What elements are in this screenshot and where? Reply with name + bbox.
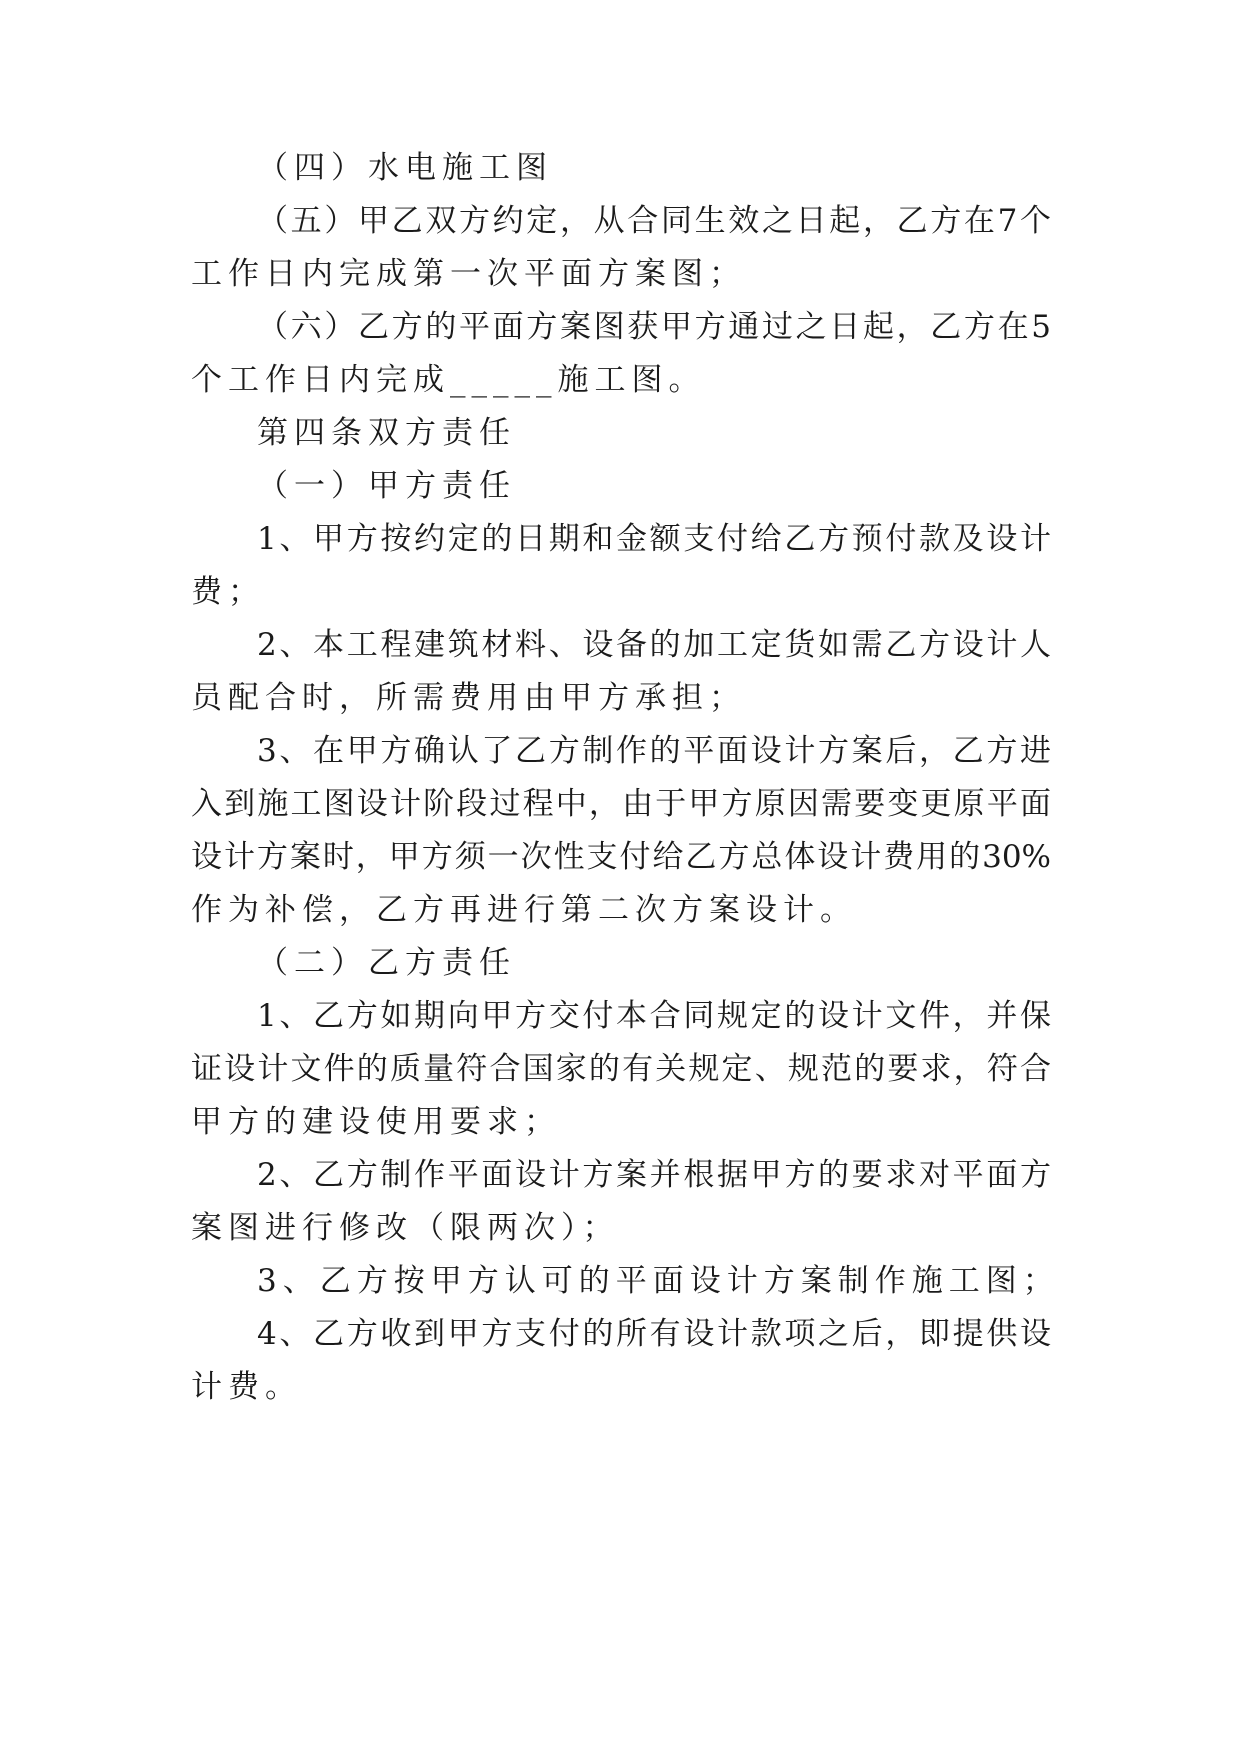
list-item-line: 作为补偿，乙方再进行第二次方案设计。	[191, 892, 857, 928]
article-heading: 第四条双方责任	[257, 415, 516, 451]
clause-paragraph-line: 工作日内完成第一次平面方案图；	[191, 256, 746, 292]
list-item-line: 计费。	[191, 1369, 302, 1405]
list-item-line: 1、乙方如期向甲方交付本合同规定的设计文件，并保	[257, 998, 1051, 1034]
list-item-line: 3、乙方按甲方认可的平面设计方案制作施工图；	[257, 1263, 1060, 1299]
list-item-line: 3、在甲方确认了乙方制作的平面设计方案后，乙方进	[257, 733, 1051, 769]
list-item-line: 2、本工程建筑材料、设备的加工定货如需乙方设计人	[257, 627, 1051, 663]
list-item-line: 甲方的建设使用要求；	[191, 1104, 561, 1140]
list-item-line: 4、乙方收到甲方支付的所有设计款项之后，即提供设	[257, 1316, 1051, 1352]
clause-paragraph-line: （六）乙方的平面方案图获甲方通过之日起，乙方在5	[257, 309, 1051, 345]
list-item-line: 证设计文件的质量符合国家的有关规定、规范的要求，符合	[191, 1051, 1051, 1087]
section-heading: （一）甲方责任	[257, 468, 516, 504]
clause-paragraph-line: （五）甲乙双方约定，从合同生效之日起，乙方在7个	[257, 203, 1051, 239]
list-item-line: 案图进行修改（限两次）；	[191, 1210, 620, 1246]
clause-paragraph-line: 个工作日内完成_____施工图。	[191, 362, 706, 398]
list-item-line: 员配合时，所需费用由甲方承担；	[191, 680, 746, 716]
list-item-line: 设计方案时，甲方须一次性支付给乙方总体设计费用的30%	[191, 839, 1051, 875]
list-item-line: 入到施工图设计阶段过程中，由于甲方原因需要变更原平面	[191, 786, 1051, 822]
list-item-line: 费；	[191, 574, 265, 610]
list-item-line: 1、甲方按约定的日期和金额支付给乙方预付款及设计	[257, 521, 1051, 557]
section-heading: （二）乙方责任	[257, 945, 516, 981]
clause-heading: （四）水电施工图	[257, 150, 553, 186]
list-item-line: 2、乙方制作平面设计方案并根据甲方的要求对平面方	[257, 1157, 1051, 1193]
